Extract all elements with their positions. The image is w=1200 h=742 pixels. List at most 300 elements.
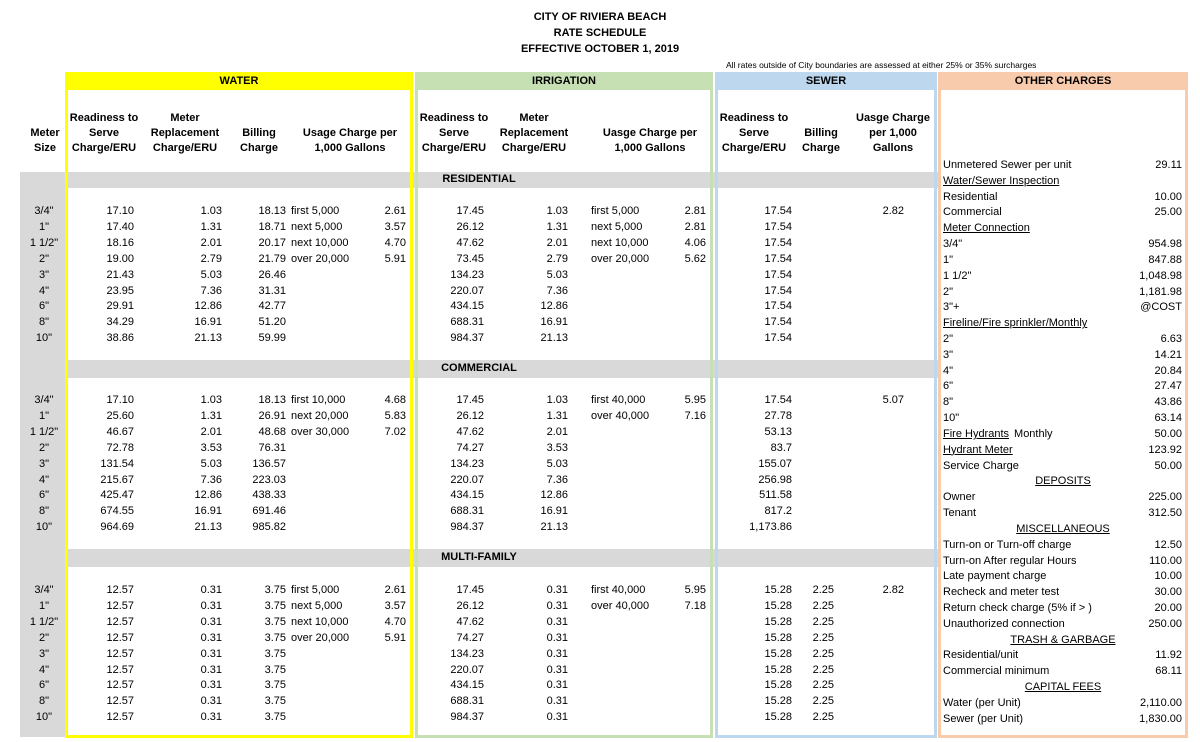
water-rts-cell: 29.91: [106, 300, 134, 313]
water-meter-replacement-cell: 1.03: [200, 205, 222, 217]
water-rts-cell: 72.78: [106, 441, 134, 454]
other-charge-value: 1,048.98: [1139, 269, 1182, 282]
irrigation-meter-replacement-cell: 12.86: [540, 489, 568, 502]
sewer-rts-cell: 15.28: [764, 679, 792, 692]
irrigation-meter-replacement-cell: 0.31: [546, 679, 568, 692]
water-meter-replacement-cell: 0.31: [200, 663, 222, 676]
water-usage-rate-cell: 3.57: [384, 599, 406, 612]
meter-size-cell: 3/4": [34, 394, 54, 406]
irrigation-rts-cell: 688.31: [450, 316, 484, 329]
meter-size-cell: 1": [38, 409, 50, 422]
water-usage-tier-cell: over 30,000: [291, 425, 350, 438]
sewer-rts-cell: 15.28: [764, 584, 792, 596]
sewer-rts-cell: 15.28: [764, 631, 792, 644]
water-rts-cell: 131.54: [100, 457, 134, 470]
irrigation-rts-cell: 220.07: [450, 663, 484, 676]
water-meter-replacement-cell: 1.31: [200, 409, 222, 422]
water-rts-header: Readiness to Serve Charge/ERU: [69, 112, 139, 154]
irrigation-rts-cell: 220.07: [450, 284, 484, 297]
irrigation-meter-replacement-cell: 3.53: [546, 441, 568, 454]
water-billing-cell: 3.75: [264, 695, 286, 708]
water-usage-rate-cell: 2.61: [384, 205, 406, 217]
water-billing-cell: 223.03: [252, 473, 286, 486]
water-usage-rate-cell: 5.83: [384, 409, 406, 422]
water-billing-cell: 18.13: [258, 394, 286, 406]
other-charge-label: 2": [943, 333, 954, 346]
water-rts-cell: 12.57: [106, 711, 134, 724]
irrigation-usage-rate-cell: 2.81: [684, 220, 706, 233]
water-billing-cell: 21.79: [258, 252, 286, 265]
other-charge-label: 3/4": [943, 238, 963, 251]
other-charge-label: 1": [943, 253, 954, 266]
other-charges-heading: CAPITAL FEES: [1024, 681, 1102, 694]
irrigation-meter-replacement-cell: 0.31: [546, 663, 568, 676]
irrigation-rts-cell: 134.23: [450, 268, 484, 281]
irrigation-rts-header: Readiness to Serve Charge/ERU: [419, 112, 489, 154]
water-billing-cell: 26.46: [258, 268, 286, 281]
irrigation-usage-tier-cell: first 40,000: [591, 394, 646, 406]
water-usage-rate-cell: 3.57: [384, 220, 406, 233]
water-billing-cell: 438.33: [252, 489, 286, 502]
meter-size-cell: 3": [38, 647, 50, 660]
irrigation-rts-cell: 134.23: [450, 647, 484, 660]
irrigation-rts-cell: 688.31: [450, 505, 484, 518]
meter-size-cell: 8": [38, 505, 50, 518]
sewer-rts-cell: 53.13: [764, 425, 792, 438]
irrigation-meter-replacement-cell: 0.31: [546, 695, 568, 708]
other-charges-band: OTHER CHARGES: [938, 72, 1188, 90]
water-meter-replacement-cell: 3.53: [200, 441, 222, 454]
irrigation-meter-replacement-cell: 1.03: [546, 394, 568, 406]
other-charge-value: 30.00: [1154, 586, 1182, 599]
other-charge-label-suffix: Monthly: [1014, 427, 1053, 440]
page-subtitle: RATE SCHEDULE: [553, 27, 647, 39]
water-meter-replacement-cell: 0.31: [200, 631, 222, 644]
water-billing-cell: 31.31: [258, 284, 286, 297]
other-charge-label: Owner: [943, 491, 976, 504]
other-charge-label: Late payment charge: [943, 570, 1047, 583]
water-billing-cell: 691.46: [252, 505, 286, 518]
meter-size-cell: 8": [38, 316, 50, 329]
other-charge-label: Hydrant Meter: [943, 443, 1013, 456]
irrigation-rts-cell: 17.45: [456, 394, 484, 406]
irrigation-usage-rate-cell: 7.16: [684, 409, 706, 422]
meter-size-cell: 3/4": [34, 205, 54, 217]
water-usage-rate-cell: 4.70: [384, 615, 406, 628]
sewer-rts-cell: 17.54: [764, 300, 792, 313]
other-charge-label: Fireline/Fire sprinkler/Monthly: [943, 317, 1088, 330]
water-rts-cell: 34.29: [106, 316, 134, 329]
irrigation-usage-tier-cell: next 10,000: [591, 236, 649, 249]
other-charge-label: Sewer (per Unit): [943, 712, 1024, 725]
sewer-billing-cell: 2.25: [812, 615, 834, 628]
water-billing-cell: 3.75: [264, 679, 286, 692]
sewer-usage-header: Uasge Charge per 1,000 Gallons: [856, 112, 930, 154]
water-usage-tier-cell: first 5,000: [291, 205, 340, 217]
other-charge-value: 43.86: [1154, 396, 1182, 409]
other-charge-label: 3": [943, 348, 954, 361]
water-meter-replacement-cell: 12.86: [194, 300, 222, 313]
sewer-usage-cell: 2.82: [882, 584, 904, 596]
water-rts-cell: 12.57: [106, 663, 134, 676]
irrigation-rts-cell: 134.23: [450, 457, 484, 470]
irrigation-rts-cell: 220.07: [450, 473, 484, 486]
water-rts-cell: 21.43: [106, 268, 134, 281]
water-billing-cell: 3.75: [264, 711, 286, 724]
sewer-rts-cell: 15.28: [764, 615, 792, 628]
sewer-billing-cell: 2.25: [812, 663, 834, 676]
water-meter-replacement-cell: 0.31: [200, 584, 222, 596]
water-billing-cell: 51.20: [258, 316, 286, 329]
sewer-billing-cell: 2.25: [812, 647, 834, 660]
meter-size-header: Meter Size: [30, 127, 60, 154]
water-meter-replacement-cell: 1.03: [200, 394, 222, 406]
other-charge-value: 847.88: [1148, 253, 1182, 266]
sewer-billing-cell: 2.25: [812, 679, 834, 692]
other-charge-value: @COST: [1140, 301, 1182, 314]
meter-size-cell: 4": [38, 663, 50, 676]
irrigation-usage-rate-cell: 4.06: [684, 236, 706, 249]
meter-size-cell: 2": [38, 252, 50, 265]
sewer-rts-cell: 511.58: [759, 489, 792, 502]
irrigation-rts-cell: 26.12: [456, 599, 484, 612]
water-rts-cell: 12.57: [106, 647, 134, 660]
other-charge-value: 50.00: [1154, 427, 1182, 440]
irrigation-meter-replacement-cell: 0.31: [546, 599, 568, 612]
other-charge-label: Unmetered Sewer per unit: [943, 159, 1072, 171]
irrigation-usage-tier-cell: first 40,000: [591, 584, 646, 596]
water-rts-cell: 12.57: [106, 631, 134, 644]
water-billing-header: Billing Charge: [240, 127, 278, 154]
other-charge-label: 3"+: [943, 301, 960, 314]
irrigation-rts-cell: 434.15: [450, 300, 484, 313]
meter-size-cell: 1": [38, 599, 50, 612]
sewer-rts-cell: 15.28: [764, 647, 792, 660]
other-charge-value: 11.92: [1155, 649, 1182, 662]
water-billing-cell: 985.82: [252, 521, 286, 534]
irrigation-meter-replacement-cell: 7.36: [546, 473, 568, 486]
other-charge-label: Residential/unit: [943, 649, 1019, 662]
irrigation-meter-replacement-cell: 2.01: [546, 425, 568, 438]
irrigation-meter-replacement-cell: 21.13: [540, 521, 568, 534]
water-meter-replacement-cell: 0.31: [200, 647, 222, 660]
water-meter-replacement-cell: 7.36: [200, 473, 222, 486]
irrigation-meter-replacement-cell: 5.03: [546, 457, 568, 470]
sewer-rts-cell: 17.54: [764, 332, 792, 345]
other-charge-label: 4": [943, 364, 954, 377]
irrigation-meter-replacement-cell: 16.91: [540, 505, 568, 518]
irrigation-meter-replacement-cell: 16.91: [540, 316, 568, 329]
water-meter-replacement-cell: 2.01: [200, 425, 222, 438]
sewer-rts-cell: 1,173.86: [749, 521, 792, 534]
water-usage-tier-cell: next 10,000: [291, 236, 349, 249]
other-charge-value: 20.84: [1154, 364, 1182, 377]
water-meter-replacement-cell: 12.86: [194, 489, 222, 502]
meter-size-cell: 8": [38, 695, 50, 708]
water-meter-replacement-cell: 21.13: [194, 521, 222, 534]
water-billing-cell: 48.68: [258, 425, 286, 438]
irrigation-usage-rate-cell: 7.18: [684, 599, 706, 612]
water-rts-cell: 12.57: [106, 695, 134, 708]
irrigation-rts-cell: 17.45: [456, 584, 484, 596]
section-label: COMMERCIAL: [441, 362, 517, 374]
other-charge-label: 8": [943, 396, 954, 409]
water-usage-tier-cell: first 10,000: [291, 394, 346, 406]
irrigation-usage-rate-cell: 5.95: [684, 394, 706, 406]
other-charge-label: Return check charge (5% if > ): [943, 601, 1092, 614]
other-charges-heading: MISCELLANEOUS: [1016, 522, 1110, 535]
irrigation-rts-cell: 74.27: [456, 441, 484, 454]
irrigation-meter-replacement-cell: 21.13: [540, 332, 568, 345]
sewer-rts-cell: 15.28: [764, 599, 792, 612]
water-billing-cell: 18.71: [258, 220, 286, 233]
water-rts-cell: 12.57: [106, 679, 134, 692]
irrigation-meter-replacement-cell: 1.31: [546, 409, 568, 422]
water-rts-cell: 17.10: [106, 205, 134, 217]
water-meter-replacement-cell: 16.91: [194, 316, 222, 329]
water-rts-cell: 17.40: [106, 220, 134, 233]
water-billing-cell: 18.13: [258, 205, 286, 217]
other-charge-label: 6": [943, 380, 954, 393]
other-charge-value: 6.63: [1160, 333, 1182, 346]
other-charge-value: 1,830.00: [1139, 712, 1182, 725]
other-charge-value: 123.92: [1148, 443, 1182, 456]
other-charge-label: 1 1/2": [943, 269, 972, 282]
other-charge-label: Turn-on After regular Hours: [943, 554, 1077, 567]
water-usage-tier-cell: first 5,000: [291, 584, 340, 596]
irrigation-usage-tier-cell: first 5,000: [591, 205, 640, 217]
other-charges-heading: TRASH & GARBAGE: [1010, 633, 1116, 646]
meter-size-cell: 4": [38, 284, 50, 297]
other-charge-label: Unauthorized connection: [943, 617, 1065, 630]
irrigation-rts-cell: 984.37: [450, 521, 484, 534]
water-usage-tier-cell: next 5,000: [291, 220, 343, 233]
irrigation-meter-replacement-cell: 0.31: [546, 584, 568, 596]
water-rts-cell: 19.00: [106, 252, 134, 265]
water-billing-cell: 76.31: [258, 441, 286, 454]
sewer-rts-cell: 17.54: [764, 316, 792, 329]
meter-size-cell: 1 1/2": [29, 236, 59, 249]
water-usage-rate-cell: 7.02: [384, 425, 406, 438]
water-rts-cell: 12.57: [106, 584, 134, 596]
other-charge-label: Turn-on or Turn-off charge: [943, 538, 1072, 551]
meter-size-cell: 1 1/2": [29, 615, 59, 628]
page-title: CITY OF RIVIERA BEACH: [533, 11, 667, 23]
other-charge-value: 250.00: [1148, 617, 1182, 630]
irrigation-rts-cell: 47.62: [456, 236, 484, 249]
meter-size-cell: 6": [38, 489, 50, 502]
irrigation-usage-tier-cell: over 40,000: [591, 409, 650, 422]
water-rts-cell: 12.57: [106, 615, 134, 628]
other-charge-label: Commercial minimum: [943, 665, 1050, 678]
irrigation-rts-cell: 47.62: [456, 615, 484, 628]
other-charge-label: 10": [943, 412, 960, 425]
water-usage-header: Usage Charge per 1,000 Gallons: [302, 127, 398, 154]
meter-size-cell: 2": [38, 441, 50, 454]
sewer-billing-header: Billing Charge: [802, 127, 840, 154]
sewer-rts-cell: 17.54: [764, 394, 792, 406]
irrigation-band: IRRIGATION: [415, 72, 713, 90]
irrigation-meter-replacement-cell: 1.03: [546, 205, 568, 217]
sewer-rts-cell: 17.54: [764, 205, 792, 217]
irrigation-rts-cell: 74.27: [456, 631, 484, 644]
irrigation-meter-replacement-cell: 5.03: [546, 268, 568, 281]
irrigation-rts-cell: 984.37: [450, 332, 484, 345]
irrigation-rts-cell: 688.31: [450, 695, 484, 708]
water-meter-replacement-cell: 0.31: [200, 711, 222, 724]
water-meter-replacement-cell: 5.03: [200, 268, 222, 281]
other-charge-label-main: Fire Hydrants: [943, 427, 1010, 440]
sewer-usage-cell: 5.07: [882, 394, 904, 406]
other-charge-value: 12.50: [1154, 538, 1182, 551]
water-meter-replacement-cell: 0.31: [200, 679, 222, 692]
sewer-rts-cell: 17.54: [764, 236, 792, 249]
other-charge-value: 10.00: [1154, 570, 1182, 583]
water-usage-tier-cell: over 20,000: [291, 631, 350, 644]
water-billing-cell: 59.99: [258, 332, 286, 345]
other-charge-value: 27.47: [1154, 380, 1182, 393]
water-usage-rate-cell: 5.91: [384, 252, 406, 265]
water-meter-replacement-cell: 21.13: [194, 332, 222, 345]
irrigation-usage-rate-cell: 5.62: [684, 252, 706, 265]
other-charge-label: Tenant: [943, 507, 977, 520]
surcharge-note: All rates outside of City boundaries are assessed at either 25% or 35% surcharges: [726, 60, 1037, 70]
other-charge-label: Service Charge: [943, 459, 1019, 472]
water-billing-cell: 3.75: [264, 631, 286, 644]
meter-size-cell: 2": [38, 631, 50, 644]
water-meter-replacement-cell: 2.79: [200, 252, 222, 265]
other-charge-value: 225.00: [1148, 491, 1182, 504]
water-rts-cell: 46.67: [106, 425, 134, 438]
water-usage-rate-cell: 5.91: [384, 631, 406, 644]
other-charge-label: Recheck and meter test: [943, 586, 1060, 599]
water-usage-rate-cell: 4.70: [384, 236, 406, 249]
sewer-rts-cell: 15.28: [764, 695, 792, 708]
meter-size-cell: 1": [38, 220, 50, 233]
sewer-rts-cell: 27.78: [764, 409, 792, 422]
sewer-rts-cell: 155.07: [758, 457, 792, 470]
irrigation-meter-replacement-header: Meter Replacement Charge/ERU: [499, 112, 569, 154]
irrigation-rts-cell: 26.12: [456, 220, 484, 233]
meter-size-cell: 4": [38, 473, 50, 486]
water-meter-replacement-cell: 0.31: [200, 599, 222, 612]
irrigation-usage-header: Uasge Charge per 1,000 Gallons: [602, 127, 698, 154]
effective-date: EFFECTIVE OCTOBER 1, 2019: [520, 43, 680, 55]
water-usage-tier-cell: next 20,000: [291, 409, 349, 422]
meter-size-cell: 3": [38, 268, 50, 281]
meter-size-cell: 10": [35, 332, 53, 345]
irrigation-rts-cell: 984.37: [450, 711, 484, 724]
meter-size-cell: 6": [38, 300, 50, 313]
water-billing-cell: 20.17: [258, 236, 286, 249]
irrigation-meter-replacement-cell: 0.31: [546, 615, 568, 628]
irrigation-rts-cell: 47.62: [456, 425, 484, 438]
other-charge-label: 2": [943, 285, 954, 298]
sewer-rts-cell: 817.2: [764, 505, 792, 518]
sewer-rts-cell: 17.54: [764, 252, 792, 265]
water-rts-cell: 25.60: [106, 409, 134, 422]
water-rts-cell: 425.47: [100, 489, 134, 502]
other-charge-value: 1,181.98: [1139, 285, 1182, 298]
other-charge-value: 312.50: [1148, 507, 1182, 520]
sewer-billing-cell: 2.25: [812, 584, 834, 596]
meter-size-cell: 3": [38, 457, 50, 470]
water-rts-cell: 215.67: [100, 473, 134, 486]
meter-size-cell: 10": [35, 521, 53, 534]
water-meter-replacement-cell: 0.31: [200, 695, 222, 708]
other-charge-value: 110.00: [1149, 554, 1182, 567]
other-charge-value: 29.11: [1155, 159, 1182, 171]
irrigation-rts-cell: 434.15: [450, 679, 484, 692]
other-charge-value: 10.00: [1154, 190, 1182, 203]
water-meter-replacement-cell: 1.31: [200, 220, 222, 233]
other-charge-value: 68.11: [1155, 665, 1182, 678]
sewer-rts-cell: 15.28: [764, 663, 792, 676]
water-rts-cell: 674.55: [100, 505, 134, 518]
water-usage-tier-cell: over 20,000: [291, 252, 350, 265]
other-charges-heading: DEPOSITS: [1035, 475, 1091, 488]
water-meter-replacement-cell: 2.01: [200, 236, 222, 249]
other-charge-value: 63.14: [1154, 412, 1182, 425]
other-charge-value: 50.00: [1154, 459, 1182, 472]
water-meter-replacement-cell: 5.03: [200, 457, 222, 470]
meter-size-cell: 1 1/2": [29, 425, 59, 438]
water-rts-cell: 17.10: [106, 394, 134, 406]
irrigation-usage-tier-cell: over 20,000: [591, 252, 650, 265]
irrigation-meter-replacement-cell: 7.36: [546, 284, 568, 297]
water-usage-rate-cell: 2.61: [384, 584, 406, 596]
water-usage-tier-cell: next 5,000: [291, 599, 343, 612]
water-billing-cell: 3.75: [264, 647, 286, 660]
section-label: MULTI-FAMILY: [441, 551, 517, 563]
water-billing-cell: 26.91: [258, 409, 286, 422]
other-charge-label: Water/Sewer Inspection: [943, 174, 1060, 187]
sewer-rts-cell: 17.54: [764, 284, 792, 297]
sewer-rts-cell: 15.28: [764, 711, 792, 724]
irrigation-meter-replacement-cell: 0.31: [546, 631, 568, 644]
water-rts-cell: 23.95: [106, 284, 134, 297]
water-usage-rate-cell: 4.68: [384, 394, 406, 406]
other-charge-label: Commercial: [943, 206, 1002, 219]
water-billing-cell: 3.75: [264, 584, 286, 596]
sewer-rts-header: Readiness to Serve Charge/ERU: [719, 112, 789, 154]
water-billing-cell: 42.77: [258, 300, 286, 313]
water-meter-replacement-cell: 0.31: [200, 615, 222, 628]
meter-size-cell: 6": [38, 679, 50, 692]
other-charge-label: Residential: [943, 190, 998, 203]
other-charge-value: 20.00: [1154, 601, 1182, 614]
meter-size-cell: 3/4": [34, 584, 54, 596]
sewer-rts-cell: 256.98: [758, 473, 792, 486]
irrigation-meter-replacement-cell: 2.01: [546, 236, 568, 249]
sewer-billing-cell: 2.25: [812, 631, 834, 644]
irrigation-meter-replacement-cell: 12.86: [540, 300, 568, 313]
water-meter-replacement-cell: 16.91: [194, 505, 222, 518]
sewer-rts-cell: 83.7: [770, 441, 792, 454]
water-rts-cell: 38.86: [106, 332, 134, 345]
irrigation-meter-replacement-cell: 1.31: [546, 220, 568, 233]
other-charge-value: 2,110.00: [1139, 696, 1182, 709]
irrigation-rts-cell: 73.45: [456, 252, 484, 265]
water-band: WATER: [65, 72, 413, 90]
irrigation-rts-cell: 26.12: [456, 409, 484, 422]
irrigation-meter-replacement-cell: 0.31: [546, 647, 568, 660]
water-rts-cell: 18.16: [106, 236, 134, 249]
other-charge-label: Water (per Unit): [943, 696, 1021, 709]
water-billing-cell: 3.75: [264, 599, 286, 612]
other-charge-label: Meter Connection: [943, 222, 1030, 235]
other-charge-value: 25.00: [1154, 206, 1182, 219]
